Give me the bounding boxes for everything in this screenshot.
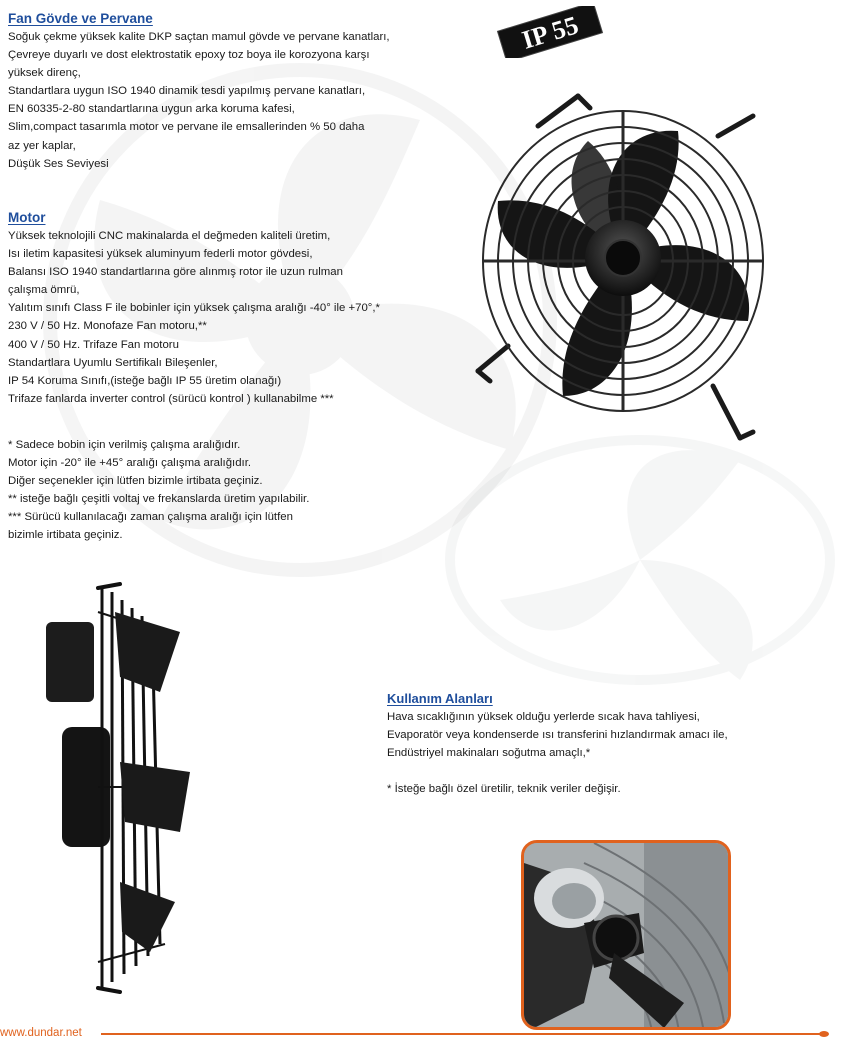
motor-line: Isı iletim kapasitesi yüksek aluminyum federli motor gövdesi,: [8, 248, 313, 261]
note-line: ** isteğe bağlı çeşitli voltaj ve frekanslarda üretim yapılabilir.: [8, 493, 310, 506]
motor-heading: Motor: [8, 210, 46, 225]
motor-line: 230 V / 50 Hz. Monofaze Fan motoru,**: [8, 320, 207, 333]
motor-line: Balansı ISO 1940 standartlarına göre alınmış rotor ile uzun rulman: [8, 266, 343, 279]
footer-divider-end: [819, 1031, 829, 1037]
usage-heading: Kullanım Alanları: [387, 691, 493, 706]
notes-section: [8, 436, 309, 545]
fan-body-line: EN 60335-2-80 standartlarına uygun arka koruma kafesi,: [8, 103, 295, 116]
fan-body-line: Slim,compact tasarımla motor ve pervane ile emsallerinden % 50 daha: [8, 121, 365, 134]
fan-body-line: yüksek direnç,: [8, 67, 81, 80]
note-line: bizimle irtibata geçiniz.: [8, 529, 123, 542]
usage-line: [387, 762, 728, 780]
fan-body-line: Çevreye duyarlı ve dost elektrostatik epoxy toz boya ile korozyona karşı: [8, 49, 370, 62]
fan-body-line: Soğuk çekme yüksek kalite DKP saçtan mamul gövde ve pervane kanatları,: [8, 31, 390, 43]
motor-line: Yalıtım sınıfı Class F ile bobinler için yüksek çalışma aralığı -40° ile +70°,*: [8, 302, 380, 315]
axial-fan-front-image-icon: [468, 86, 778, 446]
note-line: Motor için -20° ile +45° aralığı çalışma aralığıdır.: [8, 457, 252, 470]
fan-body-section: [8, 10, 390, 173]
motor-line: IP 54 Koruma Sınıfı,(isteğe bağlı IP 55 üretim olanağı): [8, 374, 282, 387]
ip55-badge-icon: [494, 6, 606, 58]
fan-body-line: Düşük Ses Seviyesi: [8, 157, 109, 170]
usage-line: * İsteğe bağlı özel üretilir, teknik veriler değişir.: [387, 783, 621, 796]
motor-section: [8, 209, 380, 408]
note-line: *** Sürücü kullanılacağı zaman çalışma aralığı için lütfen: [8, 511, 293, 524]
note-line: Diğer seçenekler için lütfen bizimle irtibata geçiniz.: [8, 475, 263, 488]
usage-line: Evaporatör veya kondenserde ısı transferini hızlandırmak amacı ile,: [387, 729, 728, 742]
fan-install-photo-icon: [521, 840, 731, 1030]
footer-divider: [101, 1033, 821, 1035]
axial-fan-side-image-icon: [40, 582, 200, 994]
motor-line: Trifaze fanlarda inverter control (sürücü kontrol ) kullanabilme ***: [8, 392, 334, 405]
motor-line: Standartlara Uyumlu Sertifikalı Bileşenler,: [8, 356, 218, 369]
usage-section: [387, 690, 728, 798]
note-line: * Sadece bobin için verilmiş çalışma aralığıdır.: [8, 439, 241, 451]
motor-line: çalışma ömrü,: [8, 284, 80, 297]
website-link[interactable]: www.dundar.net: [0, 1027, 82, 1039]
fan-body-line: az yer kaplar,: [8, 139, 76, 152]
ip55-badge-text: IP 55: [518, 10, 582, 55]
install-photo-graphic: [524, 843, 731, 1030]
usage-line: Hava sıcaklığının yüksek olduğu yerlerde sıcak hava tahliyesi,: [387, 711, 700, 723]
fan-body-heading: Fan Gövde ve Pervane: [8, 11, 153, 26]
motor-line: 400 V / 50 Hz. Trifaze Fan motoru: [8, 338, 179, 351]
fan-body-line: Standartlara uygun ISO 1940 dinamik tesdi yapılmış pervane kanatları,: [8, 85, 366, 98]
motor-line: Yüksek teknolojili CNC makinalarda el değmeden kaliteli üretim,: [8, 230, 331, 242]
usage-line: Endüstriyel makinaları soğutma amaçlı,*: [387, 747, 591, 760]
